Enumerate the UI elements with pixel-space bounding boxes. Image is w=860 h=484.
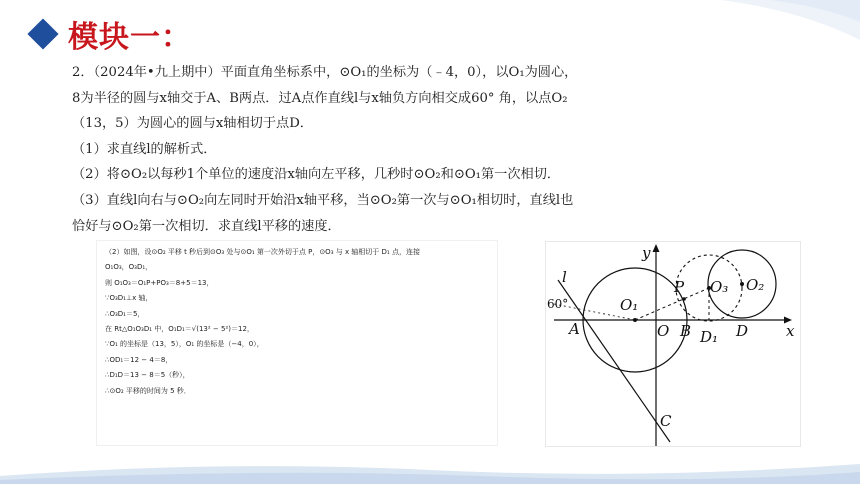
label-d1: D₁ bbox=[700, 328, 719, 346]
label-o1: O₁ bbox=[620, 296, 639, 314]
label-p: P bbox=[674, 278, 685, 296]
y-axis-arrow bbox=[653, 244, 660, 252]
problem-line: 2．（2024年•九上期中）平面直角坐标系中，⊙O₁的坐标为（﹣4，0），以O₁为圆心， bbox=[72, 65, 578, 80]
problem-line: 恰好与⊙O₂第一次相切．求直线l平移的速度． bbox=[72, 218, 341, 234]
geometry-svg bbox=[546, 242, 802, 448]
solution-line: ∵O₃D₁⊥x 轴， bbox=[105, 294, 153, 303]
label-l: l bbox=[562, 268, 567, 286]
label-x: x bbox=[786, 322, 795, 340]
solution-text bbox=[105, 245, 420, 399]
bottom-wave-decoration bbox=[0, 454, 860, 484]
label-y: y bbox=[642, 244, 651, 262]
solution-line: O₁O₃，O₃D₁， bbox=[105, 263, 153, 272]
section-title: 模块一： bbox=[68, 20, 192, 55]
solution-image bbox=[96, 240, 498, 446]
geometry-figure bbox=[545, 241, 801, 447]
problem-line: （3）直线l向右与⊙O₂向左同时开始沿x轴平移，当⊙O₂第一次与⊙O₁相切时，直线l也 bbox=[72, 192, 574, 208]
problem-line: （2）将⊙O₂以每秒1个单位的速度沿x轴向左平移，几秒时⊙O₂和⊙O₁第一次相切． bbox=[72, 167, 561, 183]
problem-line: 8为半径的圆与x轴交于A、B两点．过A点作直线l与x轴负方向相交成60° 角，以点O₂ bbox=[72, 90, 568, 106]
label-d: D bbox=[736, 322, 749, 340]
label-o2: O₂ bbox=[746, 276, 765, 294]
solution-line: ∵O₁ 的坐标是（13，5），O₁ 的坐标是（−4，0）， bbox=[105, 340, 264, 349]
solution-line: ∴D₁D＝13 − 8＝5（秒）， bbox=[105, 371, 190, 380]
solution-line: （2）如图，设⊙O₂ 平移 t 秒后到⊙O₃ 处与⊙O₁ 第一次外切于点 P，⊙O₃ 与 x 轴相切于 D₁ 点，连接 bbox=[105, 248, 420, 256]
label-o3: O₃ bbox=[710, 278, 729, 296]
point-o1 bbox=[633, 318, 637, 322]
problem-text bbox=[72, 60, 632, 239]
solution-line: 则 O₁O₃＝O₁P+PO₃＝8+5＝13， bbox=[105, 278, 214, 287]
solution-line: ∴O₃D₁＝5， bbox=[105, 309, 145, 318]
diamond-icon bbox=[27, 18, 58, 49]
problem-line: （1）求直线l的解析式． bbox=[72, 141, 217, 157]
label-o: O bbox=[657, 322, 670, 340]
segment-o1-o3 bbox=[635, 288, 709, 320]
label-c: C bbox=[660, 412, 672, 430]
solution-line: 在 Rt△O₁O₃D₁ 中，O₁D₁＝√(13² − 5²)＝12， bbox=[105, 325, 254, 334]
label-b: B bbox=[680, 322, 692, 340]
point-o2 bbox=[740, 282, 744, 286]
corner-decoration bbox=[660, 0, 860, 70]
point-p bbox=[682, 297, 686, 301]
solution-line: ∴⊙O₂ 平移的时间为 5 秒． bbox=[105, 386, 191, 395]
label-a: A bbox=[569, 320, 580, 338]
line-l bbox=[558, 280, 670, 442]
section-header bbox=[24, 14, 192, 54]
label-angle: 60° bbox=[547, 297, 569, 311]
solution-line: ∴OD₁＝12 − 4＝8， bbox=[105, 355, 173, 364]
problem-line: （13，5）为圆心的圆与x轴相切于点D． bbox=[72, 116, 313, 132]
